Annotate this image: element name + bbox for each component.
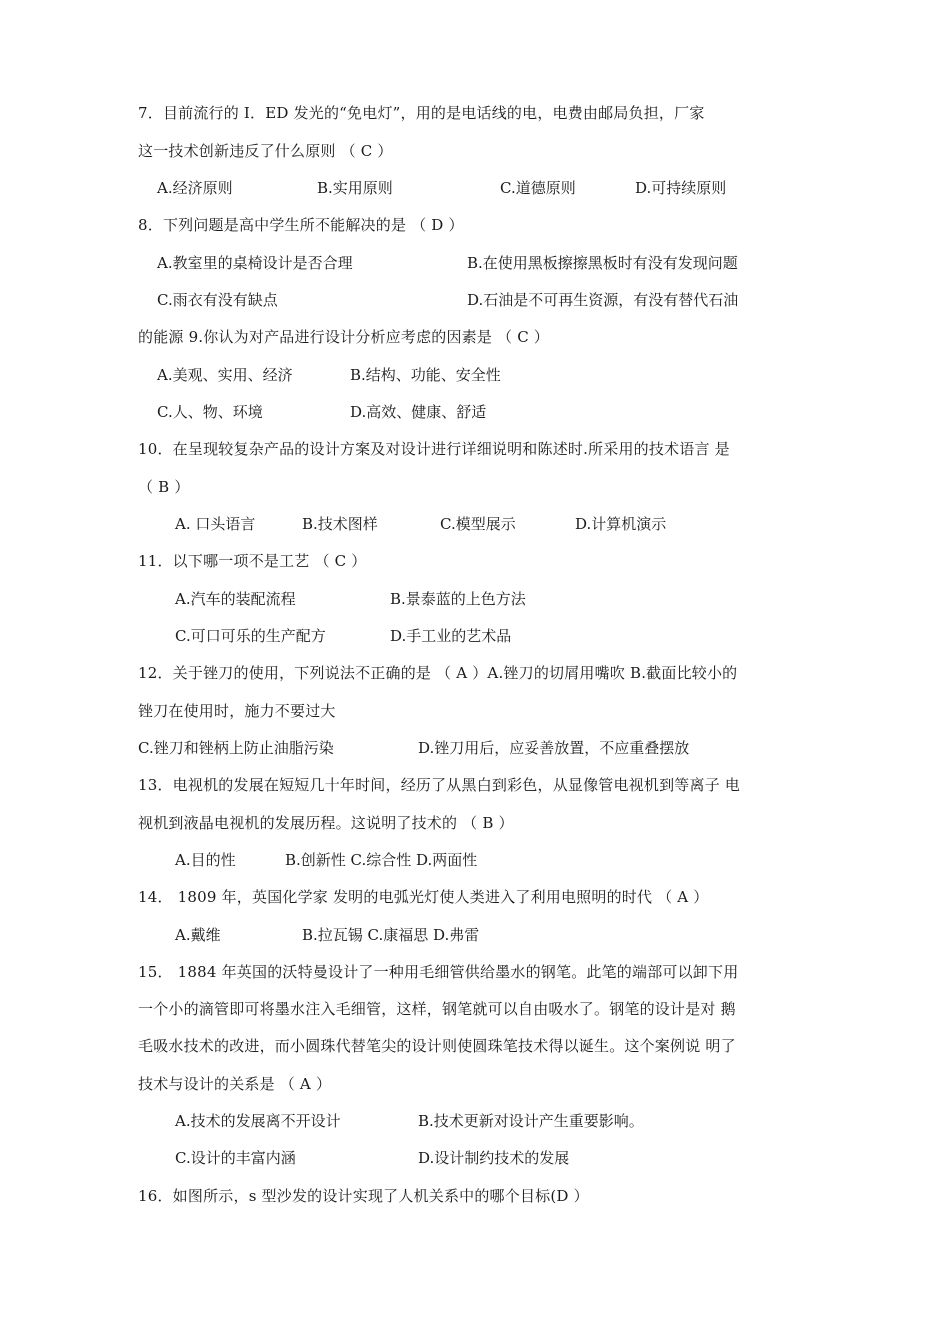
q11-option-c: C.可口可乐的生产配方 bbox=[175, 627, 326, 645]
q7-option-d: D.可持续原则 bbox=[635, 179, 727, 197]
q11-line1: 11．以下哪一项不是工艺 （ C ） bbox=[138, 552, 367, 570]
q10-line2: （ B ） bbox=[138, 478, 190, 496]
q15-line3: 毛吸水技术的改进，而小圆珠代替笔尖的设计则使圆珠笔技术得以诞生。这个案例说 明了 bbox=[138, 1037, 736, 1055]
q15-line4: 技术与设计的关系是 （ A ） bbox=[138, 1075, 332, 1093]
q7-option-b: B.实用原则 bbox=[317, 179, 393, 197]
q10-option-d: D.计算机演示 bbox=[575, 515, 667, 533]
q7-line1: 7．目前流行的 I．ED 发光的“免电灯”，用的是电话线的电，电费由邮局负担，厂家 bbox=[138, 104, 705, 122]
q12-option-c: C.锉刀和锉柄上防止油脂污染 bbox=[138, 739, 334, 757]
q15-option-a: A.技术的发展离不开设计 bbox=[175, 1112, 341, 1130]
q13-line2: 视机到液晶电视机的发展历程。这说明了技术的 （ B ） bbox=[138, 814, 514, 832]
q15-option-d: D.设计制约技术的发展 bbox=[418, 1149, 570, 1167]
q15-line2: 一个小的滴管即可将墨水注入毛细管，这样，钢笔就可以自由吸水了。钢笔的设计是对 鹅 bbox=[138, 1000, 736, 1018]
q14-option-a: A.戴维 bbox=[175, 926, 221, 944]
q8-option-b: B.在使用黑板擦擦黑板时有没有发现问题 bbox=[467, 254, 738, 272]
q12-line1: 12．关于锉刀的使用，下列说法不正确的是 （ A ）A.锉刀的切屑用嘴吹 B.截面比较小的 bbox=[138, 664, 738, 682]
q10-option-b: B.技术图样 bbox=[302, 515, 378, 533]
q7-option-c: C.道德原则 bbox=[500, 179, 576, 197]
q11-option-d: D.手工业的艺术品 bbox=[390, 627, 512, 645]
q10-option-c: C.模型展示 bbox=[440, 515, 516, 533]
q13-line1: 13．电视机的发展在短短几十年时间，经历了从黑白到彩色，从显像管电视机到等离子 电 bbox=[138, 776, 741, 794]
q15-option-c: C.设计的丰富内涵 bbox=[175, 1149, 296, 1167]
q11-option-a: A.汽车的装配流程 bbox=[175, 590, 296, 608]
q13-option-b: B.创新性 C.综合性 D.两面性 bbox=[285, 851, 478, 869]
q13-option-a: A.目的性 bbox=[175, 851, 236, 869]
q7-option-a: A.经济原则 bbox=[157, 179, 233, 197]
q14-line1: 14． 1809 年，英国化学家 发明的电弧光灯使人类进入了利用电照明的时代 （ A ） bbox=[138, 888, 709, 906]
q8-line1: 8．下列问题是高中学生所不能解决的是 （ D ） bbox=[138, 216, 464, 234]
q9-option-c: C.人、物、环境 bbox=[157, 403, 263, 421]
q8-option-a: A.教室里的桌椅设计是否合理 bbox=[157, 254, 353, 272]
q9-option-a: A.美观、实用、经济 bbox=[157, 366, 293, 384]
q10-line1: 10．在呈现较复杂产品的设计方案及对设计进行详细说明和陈述时.所采用的技术语言 是 bbox=[138, 440, 730, 458]
q9-option-b: B.结构、功能、安全性 bbox=[350, 366, 501, 384]
q12-line2: 锉刀在使用时，施力不要过大 bbox=[138, 702, 336, 720]
q9-option-d: D.高效、健康、舒适 bbox=[350, 403, 487, 421]
q15-option-b: B.技术更新对设计产生重要影响。 bbox=[418, 1112, 644, 1130]
q16-line1: 16．如图所示，s 型沙发的设计实现了人机关系中的哪个目标(D ） bbox=[138, 1187, 589, 1205]
q11-option-b: B.景泰蓝的上色方法 bbox=[390, 590, 526, 608]
q8-option-c: C.雨衣有没有缺点 bbox=[157, 291, 278, 309]
q14-option-b: B.拉瓦锡 C.康福思 D.弗雷 bbox=[302, 926, 480, 944]
q12-option-d: D.锉刀用后，应妥善放置，不应重叠摆放 bbox=[418, 739, 690, 757]
q10-option-a: A. 口头语言 bbox=[175, 515, 256, 533]
q9-line1: 的能源 9.你认为对产品进行设计分析应考虑的因素是 （ C ） bbox=[138, 328, 550, 346]
q15-line1: 15． 1884 年英国的沃特曼设计了一种用毛细管供给墨水的钢笔。此笔的端部可以卸下用 bbox=[138, 963, 739, 981]
q8-option-d: D.石油是不可再生资源，有没有替代石油 bbox=[467, 291, 739, 309]
q7-line2: 这一技术创新违反了什么原则 （ C ） bbox=[138, 142, 393, 160]
